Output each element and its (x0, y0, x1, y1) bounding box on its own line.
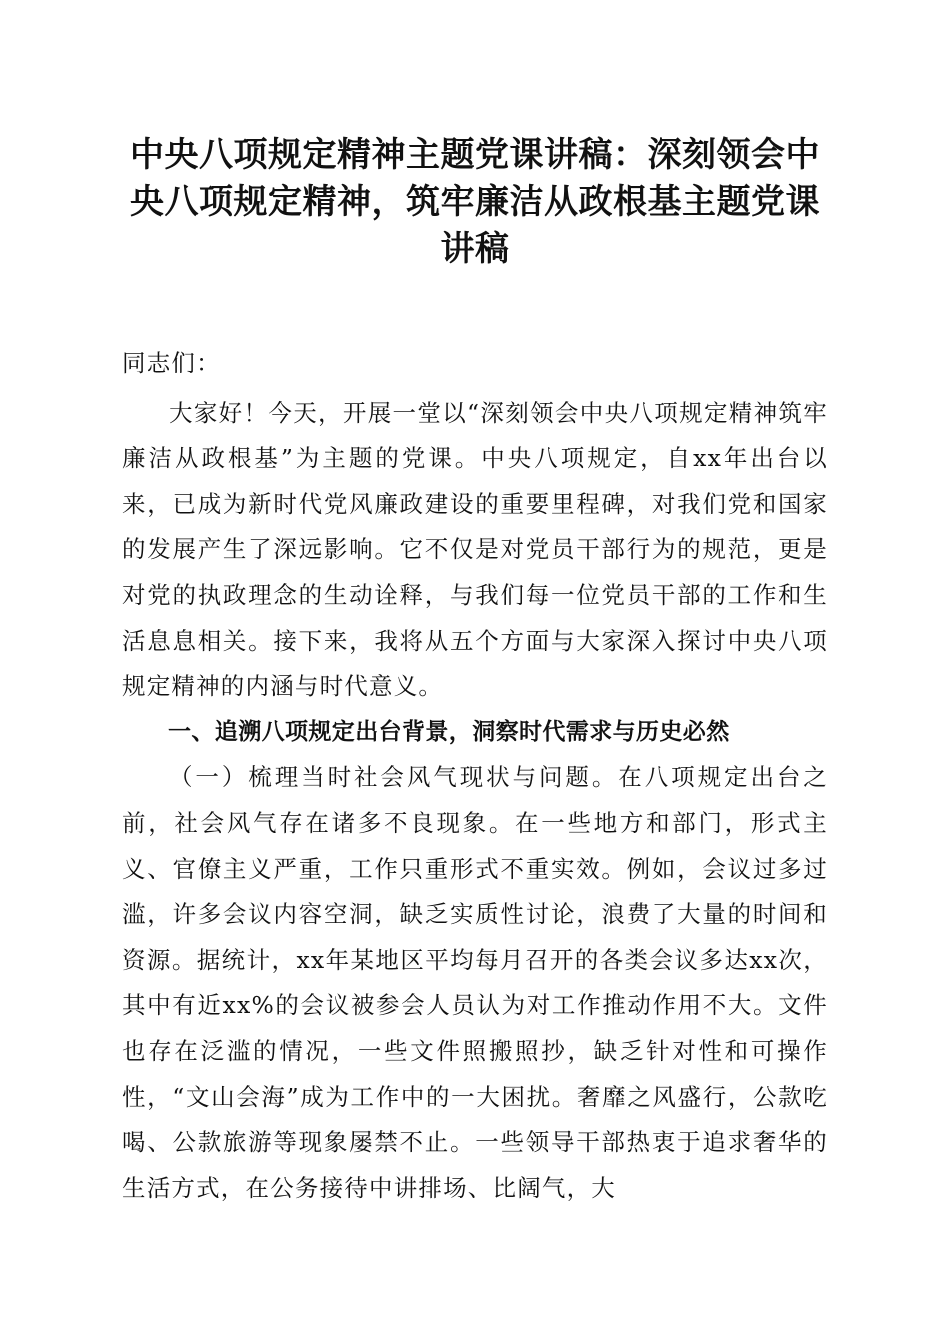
salutation: 同志们： (122, 349, 221, 377)
title-line-3: 讲稿 (440, 229, 510, 269)
subsection-paragraph-1 (122, 755, 828, 1211)
intro-paragraph: 大家好！今天，开展一堂以“深刻领会中央八项规定精神筑牢廉洁从政根基”为主题的党课。中央八项规定，自xx年出台以来，已成为新时代党风廉政建设的重要里程碑，对我们党和国家的发展产生了深远影响。它不仅是对党员干部行为的规范，更是对党的执政理念的生动诠释，与我们每一位党员干部的工作和生活息息相关。接下来，我将从五个方面与大家深入探讨中央八项规定精神的内涵与时代意义。 (122, 398, 828, 701)
section-heading-1: 一、追溯八项规定出台背景，洞察时代需求与历史必然 (168, 718, 730, 745)
document-title (122, 132, 828, 273)
subsection-text: 在八项规定出台之前，社会风气存在诸多不良现象。在一些地方和部门，形式主义、官僚主义严重，工作只重形式不重实效。例如，会议过多过滥，许多会议内容空洞，缺乏实质性讨论，浪费了大量的时间和资源。据统计，xx年某地区平均每月召开的各类会议多达xx次，其中有近xx%的会议被参会人员认为对工作推动作用不大。文件也存在泛滥的情况，一些文件照搬照抄，缺乏针对性和可操作性，“文山会海”成为工作中的一大困扰。奢靡之风盛行，公款吃喝、公款旅游等现象屡禁不止。一些领导干部热衷于追求奢华的生活方式，在公务接待中讲排场、比阔气，大 (122, 763, 828, 1202)
title-line-1: 中央八项规定精神主题党课讲稿：深刻领会中 (130, 135, 820, 175)
title-line-2: 央八项规定精神，筑牢廉洁从政根基主题党课 (130, 182, 820, 222)
subsection-lead: （一）梳理当时社会风气现状与问题。 (169, 763, 619, 792)
document-body (122, 341, 828, 1211)
